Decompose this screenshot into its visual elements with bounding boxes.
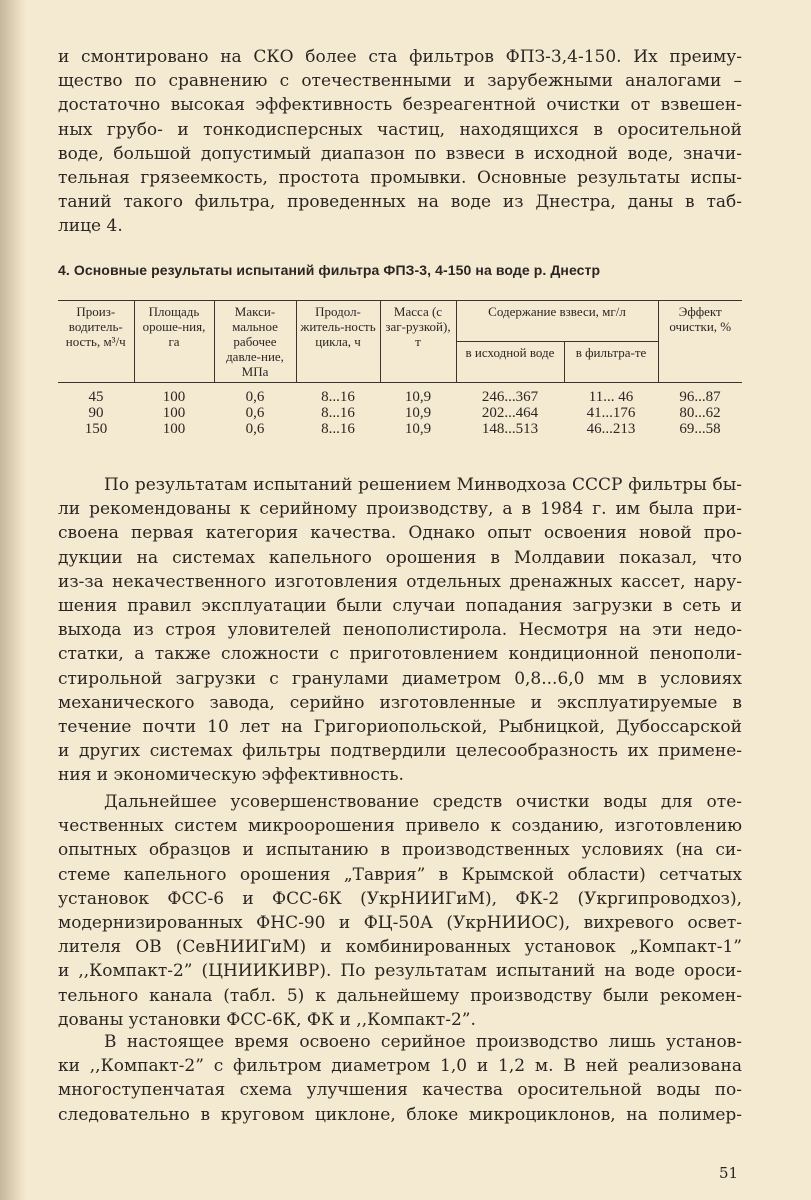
text-line: шения правил эксплуатации были случаи попадания загрузки в сеть и xyxy=(58,596,742,617)
text-line: и ,,Компакт-2” (ЦНИИКИВР). По результатам испытаний на воде ороси- xyxy=(58,961,742,982)
table-caption: 4. Основные результаты испытаний фильтра ФПЗ-3, 4-150 на воде р. Днестр xyxy=(58,262,601,278)
text-line: воде, большой допустимый диапазон по взвеси в исходной воде, значи- xyxy=(58,143,742,164)
cell-source-water: 246...367 xyxy=(481,389,539,405)
header-source-water: в исходной воде xyxy=(456,342,564,383)
text-line: механического завода, серийно изготовленные и эксплуатируемые в xyxy=(58,692,742,713)
text-line: таний такого фильтра, проведенных на воде из Днестра, даны в таб- xyxy=(58,192,742,213)
page-number: 51 xyxy=(719,1164,739,1182)
text-line: ния и экономическую эффективность. xyxy=(58,765,404,786)
cell-area: 100 xyxy=(162,421,186,437)
results-table xyxy=(58,300,742,437)
text-line: дованы установки ФСС-6К, ФК и ,,Компакт-2”. xyxy=(58,1009,476,1030)
text-line: По результатам испытаний решением Минводхоза СССР фильтры бы- xyxy=(104,475,742,495)
text-line: стирольной загрузки с гранулами диаметром 0,8...6,0 мм в условиях xyxy=(58,668,742,689)
paragraph-serial-production xyxy=(58,1030,742,1127)
header-load-mass: Масса (с заг-рузкой), т xyxy=(380,301,456,383)
cell-filtrate: 41...176 xyxy=(586,405,636,421)
header-cycle-duration: Продол-житель-ность цикла, ч xyxy=(296,301,380,383)
text-line: из-за некачественного изготовления отдельных дренажных кассет, нару- xyxy=(58,571,742,592)
intro-paragraph xyxy=(58,45,742,239)
header-max-pressure: Макси-мальное рабочее давле-ние, МПа xyxy=(214,301,296,383)
paragraph-improvements xyxy=(58,790,742,1032)
cell-productivity: 150 xyxy=(84,421,108,437)
cell-max-pressure: 0,6 xyxy=(245,421,265,437)
cell-cycle-duration: 8...16 xyxy=(321,405,355,421)
text-line: ки ,,Компакт-2” с фильтром диаметром 1,0 и 1,2 м. В ней реализована xyxy=(58,1056,742,1077)
text-line: тельная грязеемкость, простота промывки. Основные результаты испы- xyxy=(58,168,742,189)
cell-cycle-duration: 8...16 xyxy=(321,421,355,437)
header-productivity: Произ-водитель-ность, м³/ч xyxy=(58,301,134,383)
cell-efficiency: 69...58 xyxy=(679,421,721,437)
text-line: достаточно высокая эффективность безреагентной очистки от взвешен- xyxy=(58,95,742,116)
text-line: выхода из строя уловителей пенополистирола. Несмотря на эти недо- xyxy=(58,620,742,641)
text-line: следовательно в круговом циклоне, блоке микроциклонов, на полимер- xyxy=(58,1104,742,1125)
header-area: Площадь ороше-ния, га xyxy=(134,301,214,383)
cell-load-mass: 10,9 xyxy=(404,421,432,437)
text-line: щество по сравнению с отечественными и зарубежными аналогами – xyxy=(58,71,742,92)
text-line: ных грубо- и тонкодисперсных частиц, находящихся в оросительной xyxy=(58,119,742,140)
text-line: В настоящее время освоено серийное производство лишь установ- xyxy=(104,1032,742,1052)
text-line: статки, а также сложности с приготовлением кондиционной пенополи- xyxy=(58,644,742,665)
cell-cycle-duration: 8...16 xyxy=(321,389,355,405)
cell-load-mass: 10,9 xyxy=(404,405,432,421)
cell-filtrate: 11... 46 xyxy=(588,389,634,405)
text-line: лице 4. xyxy=(58,216,123,237)
cell-efficiency: 80...62 xyxy=(679,405,721,421)
cell-productivity: 45 xyxy=(88,389,104,405)
text-line: и других системах фильтры подтвердили целесообразность их примене- xyxy=(58,741,742,762)
text-line: опытных образцов и испытанию в производственных условиях (на си- xyxy=(58,840,742,861)
cell-area: 100 xyxy=(162,389,186,405)
cell-source-water: 202...464 xyxy=(481,405,539,421)
cell-area: 100 xyxy=(162,405,186,421)
text-line: течение почти 10 лет на Григориопольской, Рыбницкой, Дубоссарской xyxy=(58,717,742,738)
cell-max-pressure: 0,6 xyxy=(245,405,265,421)
text-line: своена первая категория качества. Однако опыт освоения новой про- xyxy=(58,523,742,544)
cell-productivity: 90 xyxy=(88,405,104,421)
paragraph-test-results xyxy=(58,473,742,788)
cell-load-mass: 10,9 xyxy=(404,389,432,405)
header-efficiency: Эффект очистки, % xyxy=(658,301,742,383)
text-line: лителя ОВ (СевНИИГиМ) и комбинированных установок „Компакт-1” xyxy=(58,937,742,958)
cell-max-pressure: 0,6 xyxy=(245,389,265,405)
cell-efficiency: 96...87 xyxy=(679,389,721,405)
cell-source-water: 148...513 xyxy=(481,421,539,437)
text-line: дукции на системах капельного орошения в Молдавии показал, что xyxy=(58,547,742,568)
cell-filtrate: 46...213 xyxy=(586,421,636,437)
header-suspension-content: Содержание взвеси, мг/л xyxy=(456,301,658,342)
header-filtrate: в фильтра-те xyxy=(564,342,658,383)
table-row xyxy=(58,383,742,406)
text-line: тельного канала (табл. 5) к дальнейшему производству были рекомен- xyxy=(58,985,742,1006)
table-row xyxy=(58,421,742,437)
text-line: чественных систем микроорошения привело к созданию, изготовлению xyxy=(58,816,742,837)
text-line: и смонтировано на СКО более ста фильтров ФПЗ-3,4-150. Их преиму- xyxy=(58,47,742,67)
text-line: Дальнейшее усовершенствование средств очистки воды для оте- xyxy=(104,792,742,812)
page-binding-edge xyxy=(0,0,26,1200)
text-line: модернизированных ФНС-90 и ФЦ-50А (УкрНИИОС), вихревого освет- xyxy=(58,913,742,934)
text-line: ли рекомендованы к серийному производству, а в 1984 г. им была при- xyxy=(58,499,742,520)
text-line: многоступенчатая схема улучшения качества оросительной воды по- xyxy=(58,1080,742,1101)
table-row xyxy=(58,405,742,421)
text-line: установок ФСС-6 и ФСС-6К (УкрНИИГиМ), ФК-2 (Укргипроводхоз), xyxy=(58,888,742,909)
text-line: стеме капельного орошения „Таврия” в Крымской области) сетчатых xyxy=(58,864,742,885)
